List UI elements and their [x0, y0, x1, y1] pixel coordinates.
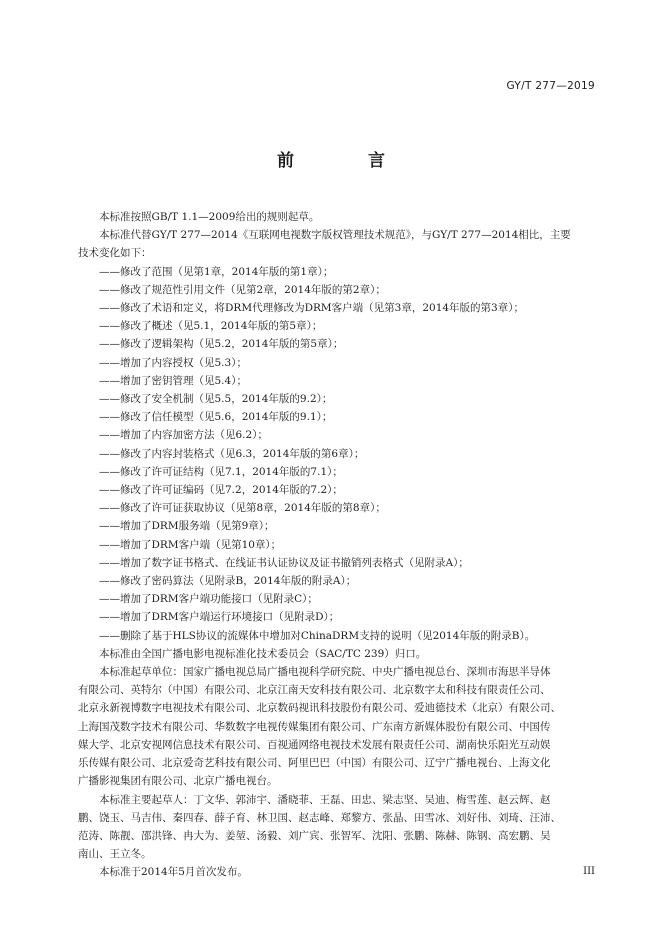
change-item: ——增加了内容加密方法（见6.2）； — [99, 429, 268, 442]
change-item: ——修改了信任模型（见5.6，2014年版的9.1）； — [99, 411, 333, 424]
change-item: ——修改了密码算法（见附录B，2014年版的附录A）； — [99, 575, 357, 588]
change-item: ——增加了DRM客户端功能接口（见附录C）； — [99, 593, 318, 606]
drafting-units-line: 北京永新视博数字电视技术有限公司、北京数码视讯科技股份有限公司、爱迪德技术（北京）有限公司、 — [78, 702, 561, 715]
change-item: ——增加了内容授权（见5.3）； — [99, 356, 247, 369]
page-number: III — [583, 866, 595, 877]
replacement-paragraph-line-2: 技术变化如下： — [78, 247, 152, 260]
change-item: ——修改了安全机制（见5.5，2014年版的9.2）； — [99, 393, 333, 406]
committee-paragraph: 本标准由全国广播电影电视标准化技术委员会（SAC/TC 239）归口。 — [99, 647, 427, 660]
foreword-body — [78, 208, 601, 882]
change-item: ——修改了范围（见第1章，2014年版的第1章）； — [99, 265, 334, 278]
change-item: ——修改了术语和定义，将DRM代理修改为DRM客户端（见第3章，2014年版的第3章）； — [99, 302, 524, 315]
change-item: ——修改了概述（见5.1，2014年版的第5章）； — [99, 320, 323, 333]
change-item: ——修改了许可证编码（见7.2，2014年版的7.2）； — [99, 484, 343, 497]
replacement-paragraph-line-1: 本标准代替GY/T 277—2014《互联网电视数字版权管理技术规范》，与GY/T 277—2014相比，主要 — [99, 229, 571, 242]
changes-list — [78, 263, 601, 645]
drafting-units-line: 媒大学、北京安视网信息技术有限公司、百视通网络电视技术发展有限责任公司、湖南快乐阳光互动娱 — [78, 738, 551, 751]
page-title: 前 言 — [277, 151, 419, 171]
standard-code: GY/T 277—2019 — [506, 80, 595, 92]
first-release-paragraph: 本标准于2014年5月首次发布。 — [99, 866, 248, 879]
change-item: ——修改了内容封装格式（见6.3，2014年版的第6章）； — [99, 447, 365, 460]
drafters-line: 鹏、饶玉、马吉伟、秦四春、薛子育、林卫国、赵志峰、郑黎方、张晶、田雪冰、刘好伟、刘琦、汪沛、 — [78, 811, 561, 824]
change-item: ——删除了基于HLS协议的流媒体中增加对ChinaDRM支持的说明（见2014年版的附录B）。 — [99, 629, 536, 642]
drafters-line: 范涛、陈靓、邵洪锋、冉大为、姜堃、汤毅、刘广宾、张智军、沈阳、张鹏、陈赫、陈钢、高宏鹏、吴 — [78, 829, 551, 842]
change-item: ——增加了密钥管理（见5.4）； — [99, 374, 247, 387]
change-item: ——修改了许可证获取协议（见第8章，2014年版的第8章）； — [99, 502, 386, 515]
change-item: ——修改了规范性引用文件（见第2章，2014年版的第2章）； — [99, 283, 386, 296]
change-item: ——修改了逻辑架构（见5.2，2014年版的第5章）； — [99, 338, 344, 351]
drafters-line: 本标准主要起草人：丁文华、郭沛宇、潘晓菲、王磊、田忠、梁志坚、吴迪、梅雪莲、赵云辉、赵 — [99, 793, 551, 806]
drafting-units-line: 上海国茂数字技术有限公司、华数数字电视传媒集团有限公司、广东南方新媒体股份有限公司、中国传 — [78, 720, 551, 733]
drafters-paragraph — [78, 791, 601, 864]
change-item: ——修改了许可证结构（见7.1，2014年版的7.1）； — [99, 465, 343, 478]
change-item: ——增加了DRM客户端运行环境接口（见附录D）； — [99, 611, 340, 624]
drafting-rules-paragraph: 本标准按照GB/T 1.1—2009给出的规则起草。 — [99, 211, 320, 223]
drafting-units-line: 广播影视集团有限公司、北京广播电视台。 — [78, 775, 278, 788]
drafting-units-line: 本标准起草单位：国家广播电视总局广播电视科学研究院、中央广播电视总台、深圳市海思半导体 — [99, 666, 551, 679]
change-item: ——增加了数字证书格式、在线证书认证协议及证书撤销列表格式（见附录A）； — [99, 556, 469, 569]
drafters-line: 南山、王立冬。 — [78, 848, 152, 861]
change-item: ——增加了DRM客户端（见第10章）； — [99, 538, 282, 551]
drafting-units-line: 有限公司、英特尔（中国）有限公司、北京江南天安科技有限公司、北京数字太和科技有限责任公司、 — [78, 684, 551, 697]
drafting-units-paragraph — [78, 663, 601, 790]
change-item: ——增加了DRM服务端（见第9章）； — [99, 520, 275, 533]
drafting-units-line: 乐传媒有限公司、北京爱奇艺科技有限公司、阿里巴巴（中国）有限公司、辽宁广播电视台、上海文化 — [78, 757, 551, 770]
